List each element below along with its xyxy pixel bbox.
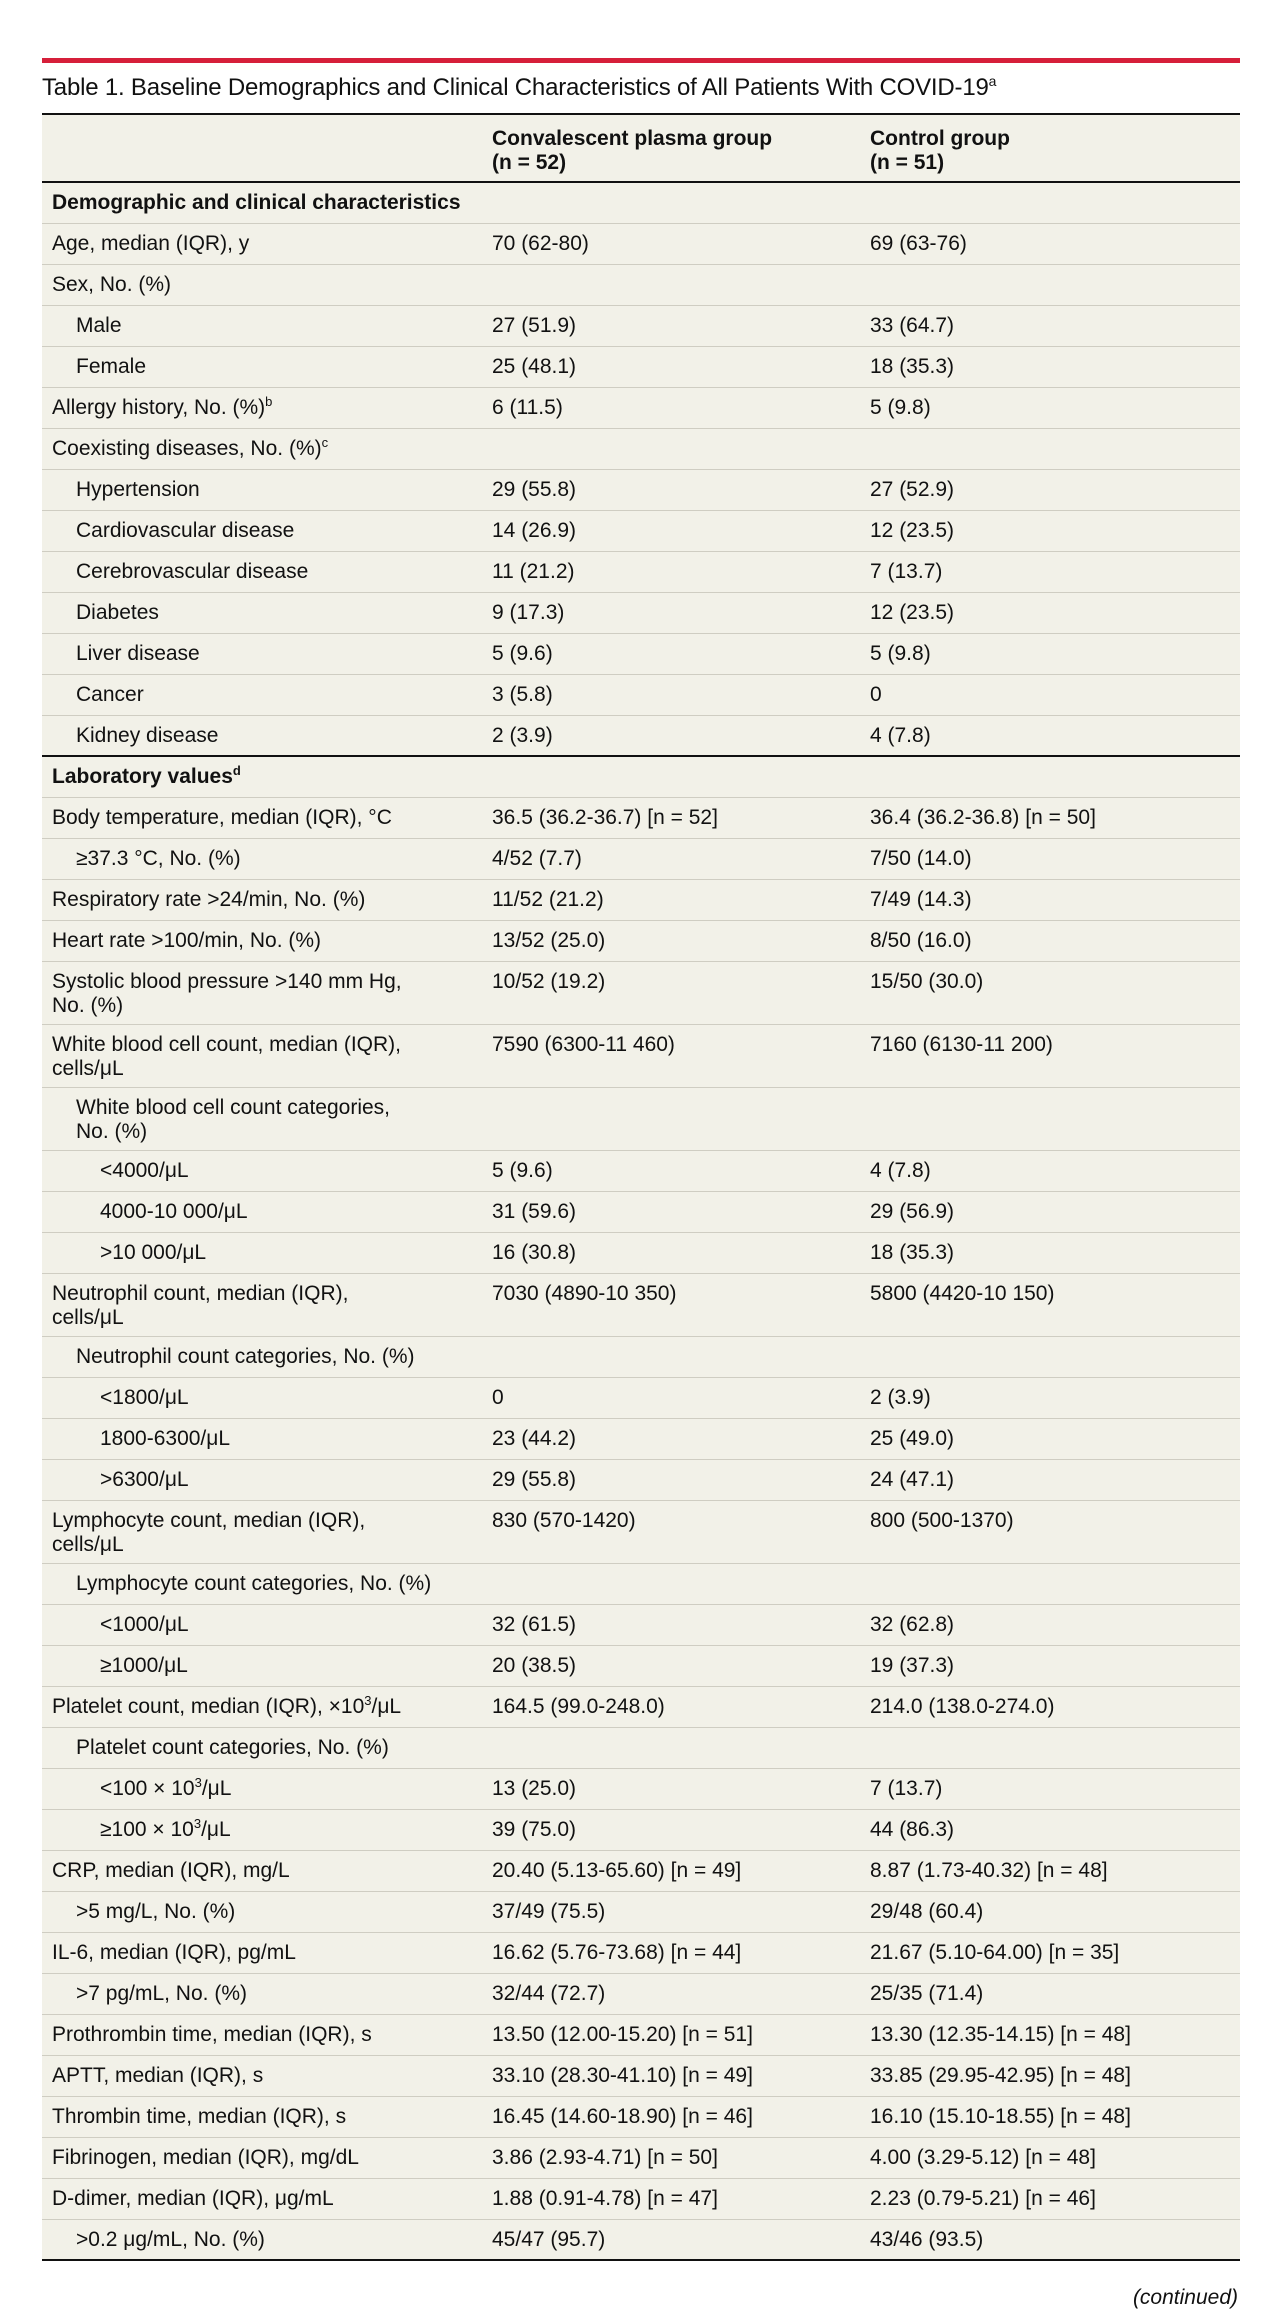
table-row [42, 1418, 1240, 1459]
control-value: 7/50 (14.0) [860, 838, 1240, 879]
control-value [860, 182, 1240, 223]
table-row [42, 1727, 1240, 1768]
row-label-text: Platelet count categories, No. (%) [76, 1735, 389, 1759]
table-row [42, 797, 1240, 838]
row-label-text: Respiratory rate >24/min, No. (%) [52, 887, 366, 911]
row-label [42, 920, 482, 961]
row-label [42, 1336, 482, 1377]
row-label [42, 838, 482, 879]
control-value: 44 (86.3) [860, 1809, 1240, 1850]
table-row [42, 1459, 1240, 1500]
table-row [42, 1645, 1240, 1686]
plasma-value [482, 756, 860, 797]
plasma-value: 33.10 (28.30-41.10) [n = 49] [482, 2055, 860, 2096]
plasma-value: 20.40 (5.13-65.60) [n = 49] [482, 1850, 860, 1891]
control-value: 5 (9.8) [860, 387, 1240, 428]
header-control-label: Control group [870, 127, 1010, 150]
table-row [42, 715, 1240, 756]
row-label [42, 674, 482, 715]
table-row [42, 920, 1240, 961]
row-label [42, 1024, 482, 1087]
row-label-text: Thrombin time, median (IQR), s [52, 2104, 347, 2128]
section-row [42, 182, 1240, 223]
control-value [860, 428, 1240, 469]
plasma-value: 16.45 (14.60-18.90) [n = 46] [482, 2096, 860, 2137]
control-value [860, 756, 1240, 797]
plasma-value [482, 1563, 860, 1604]
plasma-value: 13.50 (12.00-15.20) [n = 51] [482, 2014, 860, 2055]
table-row [42, 592, 1240, 633]
row-label-text: >7 pg/mL, No. (%) [76, 1981, 247, 2005]
control-value: 5800 (4420-10 150) [860, 1273, 1240, 1336]
row-label-unit: /μL [201, 1817, 231, 1841]
row-label-text: White blood cell count categories, [76, 1095, 391, 1119]
plasma-value: 10/52 (19.2) [482, 961, 860, 1024]
table-row [42, 469, 1240, 510]
plasma-value: 39 (75.0) [482, 1809, 860, 1850]
continued-note: (continued) [1132, 2286, 1238, 2309]
row-label [42, 2014, 482, 2055]
row-label [42, 1973, 482, 2014]
control-value: 25 (49.0) [860, 1418, 1240, 1459]
control-value: 33.85 (29.95-42.95) [n = 48] [860, 2055, 1240, 2096]
table-row [42, 387, 1240, 428]
row-label [42, 387, 482, 428]
row-label-text: Kidney disease [76, 723, 219, 747]
plasma-value: 45/47 (95.7) [482, 2219, 860, 2260]
plasma-value: 6 (11.5) [482, 387, 860, 428]
table-title-footnote: a [988, 73, 997, 89]
plasma-value: 11/52 (21.2) [482, 879, 860, 920]
control-value: 7 (13.7) [860, 551, 1240, 592]
row-label [42, 1191, 482, 1232]
plasma-value: 37/49 (75.5) [482, 1891, 860, 1932]
row-label-text: Heart rate >100/min, No. (%) [52, 928, 322, 952]
row-label-text: ≥1000/μL [100, 1653, 188, 1677]
row-label-text: ≥37.3 °C, No. (%) [76, 846, 241, 870]
table-row [42, 305, 1240, 346]
row-label-text: Cardiovascular disease [76, 518, 295, 542]
control-value: 8.87 (1.73-40.32) [n = 48] [860, 1850, 1240, 1891]
row-label [42, 2178, 482, 2219]
table-title [42, 63, 1240, 115]
plasma-value: 13 (25.0) [482, 1768, 860, 1809]
plasma-value: 4/52 (7.7) [482, 838, 860, 879]
row-label-text: >5 mg/L, No. (%) [76, 1899, 236, 1923]
row-label-text: Body temperature, median (IQR), °C [52, 805, 392, 829]
control-value: 24 (47.1) [860, 1459, 1240, 1500]
row-label-text: Hypertension [76, 477, 200, 501]
control-value: 18 (35.3) [860, 1232, 1240, 1273]
table-row [42, 346, 1240, 387]
control-value: 7160 (6130-11 200) [860, 1024, 1240, 1087]
plasma-value: 70 (62-80) [482, 223, 860, 264]
table-row [42, 1850, 1240, 1891]
row-label-superscript: b [265, 393, 273, 409]
row-label [42, 1932, 482, 1973]
row-label-continuation: No. (%) [76, 1119, 148, 1143]
control-value: 8/50 (16.0) [860, 920, 1240, 961]
control-value: 5 (9.8) [860, 633, 1240, 674]
row-label-text: D-dimer, median (IQR), μg/mL [52, 2186, 334, 2210]
row-label-unit: /μL [201, 1776, 232, 1800]
row-label-text: APTT, median (IQR), s [52, 2063, 264, 2087]
row-label-superscript: 3 [364, 1692, 372, 1708]
control-value: 4 (7.8) [860, 715, 1240, 756]
row-label [42, 1768, 482, 1809]
row-label-text: White blood cell count, median (IQR), [52, 1032, 401, 1056]
control-value: 2.23 (0.79-5.21) [n = 46] [860, 2178, 1240, 2219]
control-value: 16.10 (15.10-18.55) [n = 48] [860, 2096, 1240, 2137]
table-row [42, 2137, 1240, 2178]
table-row [42, 674, 1240, 715]
table-row [42, 1087, 1240, 1150]
row-label-text: Neutrophil count categories, No. (%) [76, 1344, 415, 1368]
plasma-value: 25 (48.1) [482, 346, 860, 387]
section-row [42, 756, 1240, 797]
control-value: 800 (500-1370) [860, 1500, 1240, 1563]
table-row [42, 1024, 1240, 1087]
plasma-value: 23 (44.2) [482, 1418, 860, 1459]
row-label-text: <1000/μL [100, 1612, 189, 1636]
row-label [42, 346, 482, 387]
plasma-value: 32/44 (72.7) [482, 1973, 860, 2014]
control-value: 33 (64.7) [860, 305, 1240, 346]
plasma-value [482, 1087, 860, 1150]
row-label [42, 428, 482, 469]
control-value [860, 1087, 1240, 1150]
row-label [42, 1418, 482, 1459]
control-value: 4.00 (3.29-5.12) [n = 48] [860, 2137, 1240, 2178]
table-row [42, 1336, 1240, 1377]
row-label-text: >0.2 μg/mL, No. (%) [76, 2227, 265, 2251]
row-label [42, 1377, 482, 1418]
row-label-text: 1800-6300/μL [100, 1426, 231, 1450]
row-label-text: <100 × 10 [100, 1776, 195, 1800]
row-label [42, 1686, 482, 1727]
control-value: 69 (63-76) [860, 223, 1240, 264]
row-label-text: CRP, median (IQR), mg/L [52, 1858, 290, 1882]
table-row [42, 633, 1240, 674]
table-row [42, 1273, 1240, 1336]
row-label-text: IL-6, median (IQR), pg/mL [52, 1940, 296, 1964]
control-value: 7 (13.7) [860, 1768, 1240, 1809]
row-label-text: Neutrophil count, median (IQR), [52, 1281, 349, 1305]
table-row [42, 1150, 1240, 1191]
row-label [42, 961, 482, 1024]
row-label-text: Male [76, 313, 122, 337]
row-label [42, 551, 482, 592]
plasma-value: 29 (55.8) [482, 1459, 860, 1500]
table-row [42, 2096, 1240, 2137]
table-body [42, 182, 1240, 2260]
plasma-value: 164.5 (99.0-248.0) [482, 1686, 860, 1727]
row-label-text: Diabetes [76, 600, 159, 624]
row-label-text: >10 000/μL [100, 1240, 207, 1264]
plasma-value: 13/52 (25.0) [482, 920, 860, 961]
control-value: 12 (23.5) [860, 592, 1240, 633]
row-label [42, 305, 482, 346]
plasma-value: 830 (570-1420) [482, 1500, 860, 1563]
row-label-text: Age, median (IQR), y [52, 231, 250, 255]
plasma-value [482, 264, 860, 305]
control-value: 0 [860, 674, 1240, 715]
row-label-text: Allergy history, No. (%) [52, 395, 266, 419]
header-row [42, 115, 1240, 182]
table-row [42, 1809, 1240, 1850]
plasma-value: 20 (38.5) [482, 1645, 860, 1686]
plasma-value: 31 (59.6) [482, 1191, 860, 1232]
row-label-text: Liver disease [76, 641, 200, 665]
control-value: 27 (52.9) [860, 469, 1240, 510]
plasma-value: 29 (55.8) [482, 469, 860, 510]
table-container [42, 58, 1240, 2261]
row-label-continuation: cells/μL [52, 1305, 124, 1329]
row-label [42, 469, 482, 510]
row-label [42, 1727, 482, 1768]
control-value: 12 (23.5) [860, 510, 1240, 551]
plasma-value [482, 182, 860, 223]
control-value: 4 (7.8) [860, 1150, 1240, 1191]
row-label-superscript: c [321, 434, 329, 450]
row-label-superscript: 3 [194, 1774, 202, 1790]
table-row [42, 1604, 1240, 1645]
plasma-value: 36.5 (36.2-36.7) [n = 52] [482, 797, 860, 838]
control-value: 13.30 (12.35-14.15) [n = 48] [860, 2014, 1240, 2055]
control-value: 2 (3.9) [860, 1377, 1240, 1418]
control-value: 29 (56.9) [860, 1191, 1240, 1232]
row-label [42, 879, 482, 920]
plasma-value [482, 1727, 860, 1768]
row-label [42, 2055, 482, 2096]
control-value [860, 1336, 1240, 1377]
control-value: 15/50 (30.0) [860, 961, 1240, 1024]
control-value [860, 1563, 1240, 1604]
plasma-value: 9 (17.3) [482, 592, 860, 633]
row-label-text: Sex, No. (%) [52, 272, 172, 296]
plasma-value: 7030 (4890-10 350) [482, 1273, 860, 1336]
row-label [42, 756, 482, 797]
plasma-value: 7590 (6300-11 460) [482, 1024, 860, 1087]
row-label-text: Lymphocyte count categories, No. (%) [76, 1571, 432, 1595]
row-label [42, 633, 482, 674]
row-label [42, 223, 482, 264]
control-value: 36.4 (36.2-36.8) [n = 50] [860, 797, 1240, 838]
table-row [42, 1377, 1240, 1418]
plasma-value: 1.88 (0.91-4.78) [n = 47] [482, 2178, 860, 2219]
table-row [42, 1932, 1240, 1973]
plasma-value: 11 (21.2) [482, 551, 860, 592]
table-row [42, 1768, 1240, 1809]
row-label [42, 2219, 482, 2260]
row-label-text: ≥100 × 10 [100, 1817, 194, 1841]
row-label [42, 510, 482, 551]
row-label-text: Female [76, 354, 147, 378]
plasma-value: 16.62 (5.76-73.68) [n = 44] [482, 1932, 860, 1973]
control-value: 29/48 (60.4) [860, 1891, 1240, 1932]
row-label-text: Systolic blood pressure >140 mm Hg, [52, 969, 402, 993]
row-label [42, 1459, 482, 1500]
row-label-text: Demographic and clinical characteristics [52, 191, 461, 214]
row-label [42, 264, 482, 305]
table-row [42, 264, 1240, 305]
row-label-continuation: cells/μL [52, 1056, 124, 1080]
plasma-value [482, 428, 860, 469]
table-row [42, 1232, 1240, 1273]
row-label-text: Cancer [76, 682, 144, 706]
plasma-value: 5 (9.6) [482, 1150, 860, 1191]
row-label-text: Fibrinogen, median (IQR), mg/dL [52, 2145, 359, 2169]
table-row [42, 838, 1240, 879]
table-title-text: Table 1. Baseline Demographics and Clinical Characteristics of All Patients With COVID-19 [42, 74, 989, 101]
table-row [42, 1891, 1240, 1932]
header-control-n: (n = 51) [870, 151, 945, 174]
plasma-value: 0 [482, 1377, 860, 1418]
plasma-value: 27 (51.9) [482, 305, 860, 346]
row-label [42, 1500, 482, 1563]
row-label-text: Prothrombin time, median (IQR), s [52, 2022, 372, 2046]
table-row [42, 961, 1240, 1024]
header-plasma-n: (n = 52) [492, 151, 567, 174]
table-row [42, 1191, 1240, 1232]
row-label [42, 2096, 482, 2137]
row-label-continuation: cells/μL [52, 1532, 124, 1556]
row-label-text: Cerebrovascular disease [76, 559, 309, 583]
table-row [42, 551, 1240, 592]
row-label-text: Coexisting diseases, No. (%) [52, 436, 322, 460]
row-label-text: Platelet count, median (IQR), ×10 [52, 1694, 365, 1718]
plasma-value [482, 1336, 860, 1377]
row-label [42, 1273, 482, 1336]
plasma-value: 16 (30.8) [482, 1232, 860, 1273]
header-control-group [860, 115, 1240, 182]
control-value [860, 1727, 1240, 1768]
table-row [42, 2014, 1240, 2055]
row-label [42, 1087, 482, 1150]
control-value: 19 (37.3) [860, 1645, 1240, 1686]
control-value: 43/46 (93.5) [860, 2219, 1240, 2260]
control-value [860, 264, 1240, 305]
row-label [42, 1563, 482, 1604]
row-label-text: 4000-10 000/μL [100, 1199, 248, 1223]
plasma-value: 32 (61.5) [482, 1604, 860, 1645]
row-label [42, 715, 482, 756]
row-label-text: <4000/μL [100, 1158, 189, 1182]
table-row [42, 223, 1240, 264]
table-row [42, 1686, 1240, 1727]
row-label-text: Lymphocyte count, median (IQR), [52, 1508, 366, 1532]
control-value: 214.0 (138.0-274.0) [860, 1686, 1240, 1727]
row-label [42, 1809, 482, 1850]
row-label-text: Laboratory values [52, 765, 233, 788]
row-label [42, 592, 482, 633]
control-value: 7/49 (14.3) [860, 879, 1240, 920]
table-row [42, 1500, 1240, 1563]
header-blank [42, 115, 482, 182]
plasma-value: 5 (9.6) [482, 633, 860, 674]
control-value: 32 (62.8) [860, 1604, 1240, 1645]
row-label [42, 1232, 482, 1273]
plasma-value: 2 (3.9) [482, 715, 860, 756]
row-label-superscript: d [232, 763, 241, 778]
table-row [42, 1973, 1240, 2014]
row-label [42, 1604, 482, 1645]
plasma-value: 3 (5.8) [482, 674, 860, 715]
plasma-value: 3.86 (2.93-4.71) [n = 50] [482, 2137, 860, 2178]
table-row [42, 428, 1240, 469]
baseline-table [42, 115, 1240, 2261]
header-plasma-group [482, 115, 860, 182]
row-label [42, 1850, 482, 1891]
plasma-value: 14 (26.9) [482, 510, 860, 551]
row-label-unit: /μL [371, 1694, 402, 1718]
table-row [42, 1563, 1240, 1604]
row-label [42, 182, 482, 223]
row-label [42, 797, 482, 838]
table-row [42, 2055, 1240, 2096]
row-label [42, 1891, 482, 1932]
row-label-continuation: No. (%) [52, 993, 124, 1017]
header-plasma-label: Convalescent plasma group [492, 127, 773, 150]
row-label [42, 1645, 482, 1686]
control-value: 21.67 (5.10-64.00) [n = 35] [860, 1932, 1240, 1973]
row-label-text: <1800/μL [100, 1385, 189, 1409]
table-row [42, 879, 1240, 920]
row-label [42, 1150, 482, 1191]
control-value: 18 (35.3) [860, 346, 1240, 387]
row-label [42, 2137, 482, 2178]
table-row [42, 2178, 1240, 2219]
row-label-superscript: 3 [193, 1815, 202, 1831]
row-label-text: >6300/μL [100, 1467, 189, 1491]
control-value: 25/35 (71.4) [860, 1973, 1240, 2014]
table-row [42, 510, 1240, 551]
table-row [42, 2219, 1240, 2260]
